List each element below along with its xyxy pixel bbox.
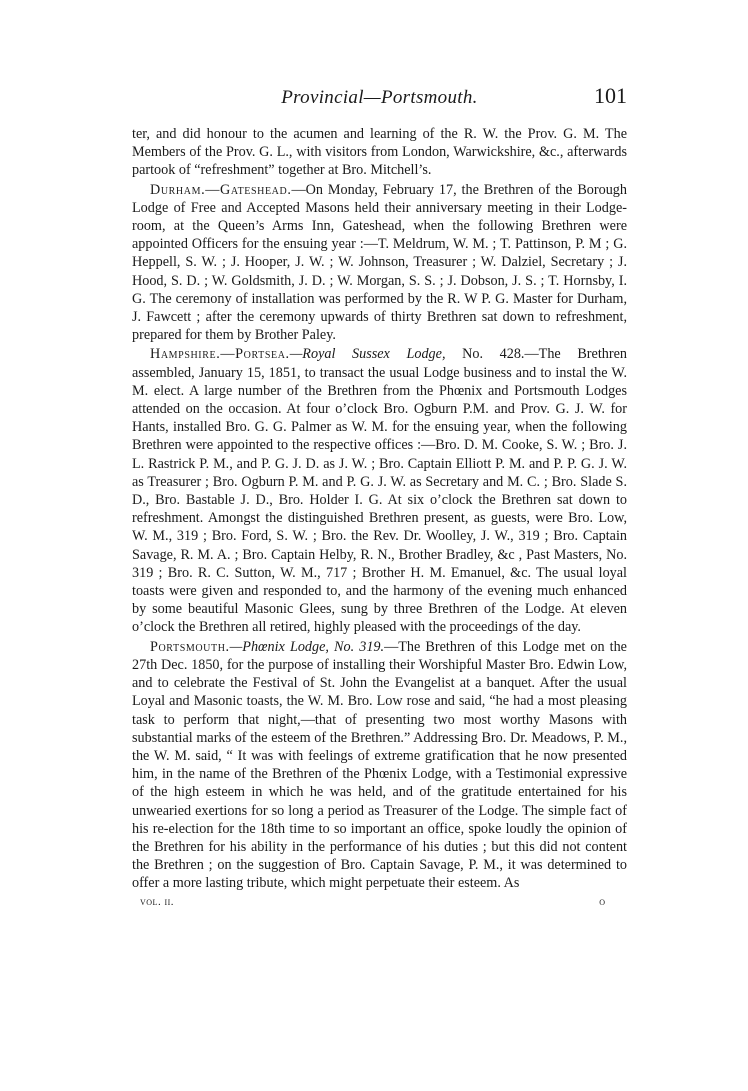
paragraph-text: No. 428.—The Brethren assembled, January 15, 1851, to transact the usual Lodge business and to instal the W. M. elect. A large number of the Brethren from the Phœnix and Portsmouth Lodges attended on the occasion. At four o’clock Bro. Ogburn P.M. and Prov. G. J. W. for Hants, installed Bro. G. G. Palmer as W. M. for the ensuing year, when the following Brethren were appointed to the respective offices :—Bro. D. M. Cooke, S. W. ; Bro. J. L. Rastrick P. M., and P. G. J. D. as J. W. ; Bro. Captain Elliott P. M. and P. P. G. J. W. as Treasurer ; Bro. Ogburn P. M. and P. G. J. W. as Secretary and M. C. ; Bro. Slade S. D., Bro. Bastable J. D., Bro. Holder I. G. At six o’clock the Brethren sat down to refreshment. Amongst the distinguished Brethren present, as guests, were Bro. Low, W. M., 319 ; Bro. Ford, S. W. ; Bro. the Rev. Dr. Woolley, J. W., 319 ; Bro. Captain Savage, R. M. A. ; Bro. Captain Helby, R. N., Brother Bradley, &c , Past Masters, No. 319 ; Bro. R. C. Sutton, W. M., 717 ; Brother H. M. Emanuel, &c. The usual loyal toasts were given and responded to, and the harmony of the evening much enhanced by some beautiful Masonic Glees, sung by three Brethren of the Lodge. At eleven o’clock the Brethren all retired, highly pleased with the proceedings of the day. [132, 346, 627, 636]
lodge-name: —Phœnix Lodge, No. 319. [229, 638, 385, 655]
page-header [132, 83, 627, 113]
paragraph-heading: Durham.—Gateshead. [150, 181, 292, 198]
book-page [132, 83, 627, 916]
paragraph-portsmouth [132, 638, 627, 893]
article-body [132, 125, 627, 893]
page-number: 101 [594, 83, 627, 108]
paragraph-hampshire [132, 345, 627, 636]
running-title: Provincial—Portsmouth. [281, 87, 478, 108]
paragraph-continuation [132, 125, 627, 180]
paragraph-text: —The Brethren of this Lodge met on the 27th Dec. 1850, for the purpose of installing their Worshipful Master Bro. Edwin Low, and to celebrate the Festival of St. John the Evangelist at a banquet. After the usual Loyal and Masonic toasts, the W. M. Bro. Low rose and said, “he had a most pleasing task to perform that night,—that of presenting two most worthy Masons with substantial marks of the esteem of the Brethren.” Addressing Bro. Dr. Meadows, P. M., the W. M. said, “ It was with feelings of extreme gratification that he now presented him, in the name of the Brethren of the Phœnix Lodge, with a Testimonial expressive of the high esteem in which he was held, and of the gratitude entertained for his unwearied exertions for so long a period as Treasurer of the Lodge. The simple fact of his re-election for the 18th time to so important an office, spoke loudly the opinion of the Brethren for his ability in the performance of his duties ; but this did not content the Brethren ; on the suggestion of Bro. Captain Savage, P. M., it was determined to offer a more lasting tribute, which might perpetuate their esteem. As [132, 638, 627, 892]
volume-mark: vol. ii. [140, 895, 175, 908]
paragraph-text: ter, and did honour to the acumen and learning of the R. W. the Prov. G. M. The Members of the Prov. G. L., with visitors from London, Warwickshire, &c., afterwards partook of “refreshment” together at Bro. Mitchell’s. [132, 126, 627, 179]
paragraph-heading: Portsmouth. [150, 638, 230, 655]
paragraph-durham [132, 181, 627, 345]
paragraph-text: —On Monday, February 17, the Brethren of the Borough Lodge of Free and Accepted Masons held their anniversary meeting in their Lodge-room, at the Queen’s Arms Inn, Gateshead, when the following Brethren were appointed Officers for the ensuing year :—T. Meldrum, W. M. ; T. Pattinson, P. M ; G. Heppell, S. W. ; J. Hooper, J. W. ; W. Johnson, Treasurer ; W. Dalziel, Secretary ; J. Hood, S. D. ; W. Goldsmith, J. D. ; W. Morgan, S. S. ; J. Dobson, J. S. ; T. Hornsby, I. G. The ceremony of installation was performed by the R. W P. G. Master for Durham, J. Fawcett ; after the ceremony upwards of thirty Brethren sat down to refreshment, prepared for them by Brother Paley. [132, 181, 627, 344]
lodge-name: —Royal Sussex Lodge, [289, 346, 446, 363]
page-footer [132, 896, 627, 916]
signature-mark: o [599, 895, 605, 908]
paragraph-heading: Hampshire.—Portsea. [150, 346, 290, 363]
